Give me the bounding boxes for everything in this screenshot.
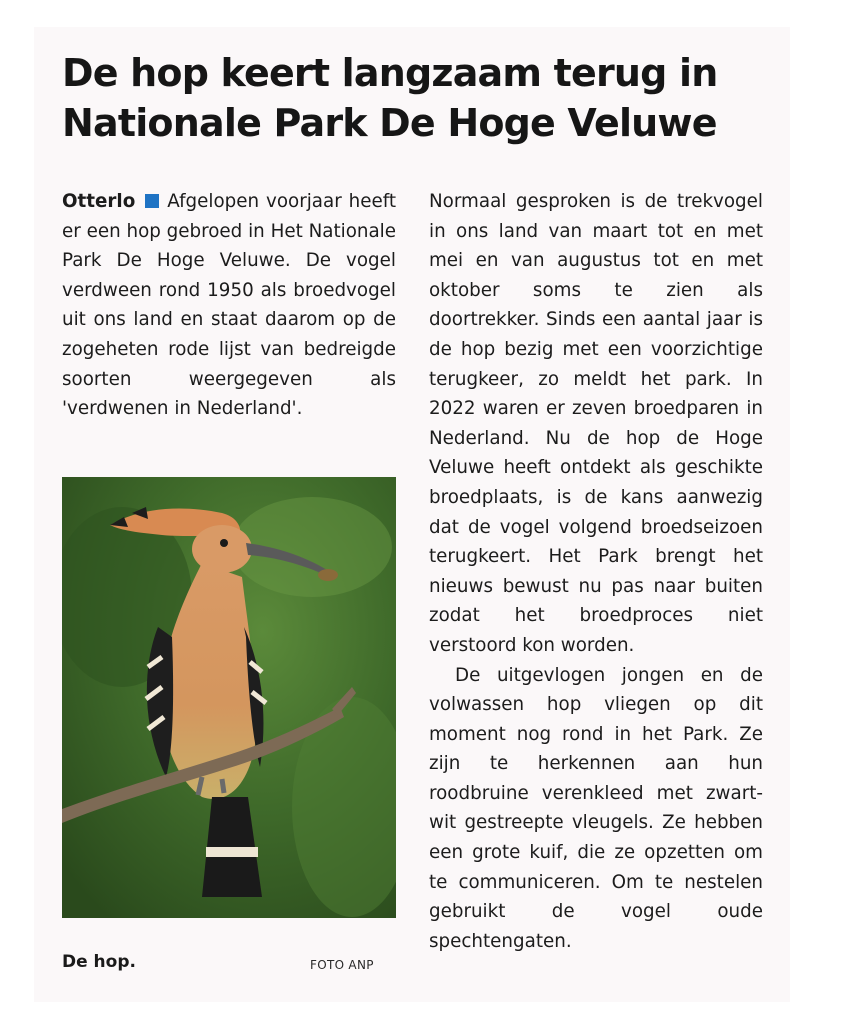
photo-credit: FOTO ANP [310, 958, 374, 972]
intro-text: Afgelopen voorjaar heeft er een hop gebroed in Het Nationale Park De Hoge Veluwe. De vogel verdween rond 1950 als broedvogel uit ons land en staat daarom op de zogeheten rode lijst van bedreigde soorten weergegeven als 'verdwenen in Nederland'. [62, 191, 396, 420]
article-photo [62, 477, 396, 918]
hoopoe-photo-illustration [62, 477, 396, 918]
article-column-right [429, 187, 763, 956]
body-paragraph-1: Normaal gesproken is de trekvogel in ons land van maart tot en met mei en van augustus tot en met oktober soms te zien als doortrekker. Sinds een aantal jaar is de hop bezig met een voorzichtige terugkeer, zo meldt het park. In 2022 waren er zeven broedparen in Nederland. Nu de hop de Hoge Veluwe heeft ontdekt als geschikte broedplaats, is de kans aanwezig dat de vogel volgend broedseizoen terugkeert. Het Park brengt het nieuws bewust nu pas naar buiten zodat het broedproces niet verstoord kon worden. [429, 191, 763, 656]
dateline: Otterlo [62, 191, 136, 212]
article-headline [62, 48, 782, 148]
headline-line-2: Nationale Park De Hoge Veluwe [62, 101, 717, 145]
article-column-left [62, 187, 396, 424]
intro-paragraph [62, 187, 396, 424]
headline-line-1: De hop keert langzaam terug in [62, 51, 718, 95]
body-paragraph-2: De uitgevlogen jongen en de volwassen hop vliegen op dit moment nog rond in het Park. Ze zijn te herkennen aan hun roodbruine verenkleed met zwart-wit gestreepte vleugels. Ze hebben een grote kuif, die ze opzetten om te communiceren. Om te nestelen gebruikt de vogel oude spechtengaten. [429, 664, 763, 952]
photo-caption: De hop. [62, 952, 136, 972]
square-bullet-icon [145, 194, 159, 208]
